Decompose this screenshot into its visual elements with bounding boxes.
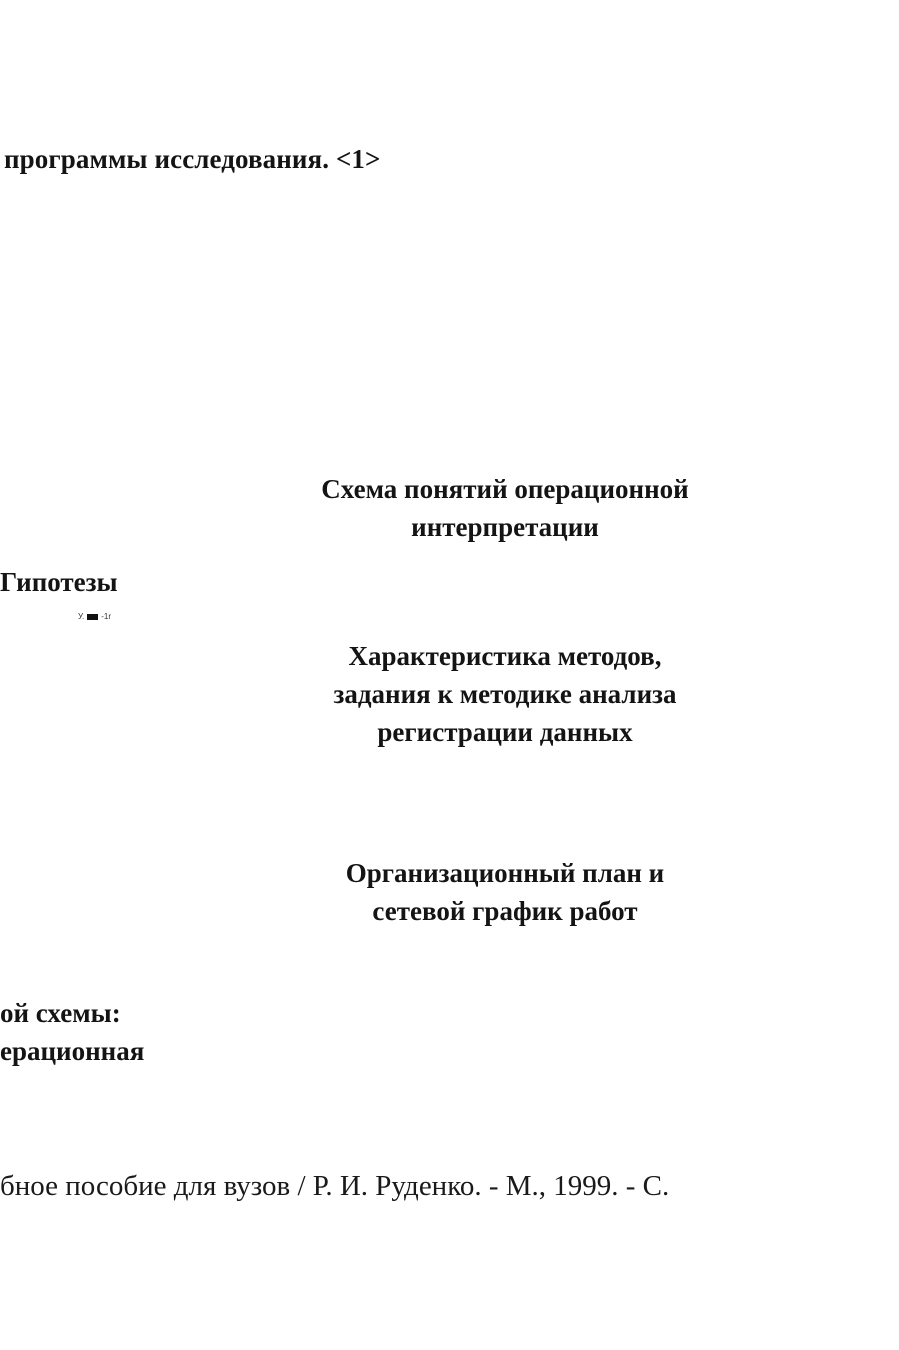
block-concept-scheme-line-1: Схема понятий операционной xyxy=(321,474,689,504)
block-concept-scheme-line-2: интерпретации xyxy=(411,512,599,542)
scan-artifact-mark xyxy=(78,612,111,621)
fragment-line-1: ой схемы: xyxy=(0,998,121,1028)
hypotheses-label: Гипотезы xyxy=(0,567,118,597)
block-org-plan-line-1: Организационный план и xyxy=(345,858,665,888)
section-heading: программы исследования. <1> xyxy=(4,144,381,174)
mark-left-text: У. xyxy=(78,612,85,621)
block-methods xyxy=(275,637,735,751)
mark-block-icon xyxy=(87,614,98,620)
footnote: бное пособие для вузов / Р. И. Руденко. - М., 1999. - С. xyxy=(0,1170,670,1202)
block-concept-scheme xyxy=(275,470,735,546)
block-org-plan xyxy=(275,854,735,930)
block-org-plan-line-2: сетевой график работ xyxy=(372,896,638,926)
block-methods-line-1: Характеристика методов, xyxy=(348,641,662,671)
mark-right-text: -1r xyxy=(101,612,112,621)
block-methods-line-2: задания к методике анализа xyxy=(333,679,677,709)
block-methods-line-3: регистрации данных xyxy=(377,717,633,747)
fragment-line-2: ерационная xyxy=(0,1036,145,1066)
